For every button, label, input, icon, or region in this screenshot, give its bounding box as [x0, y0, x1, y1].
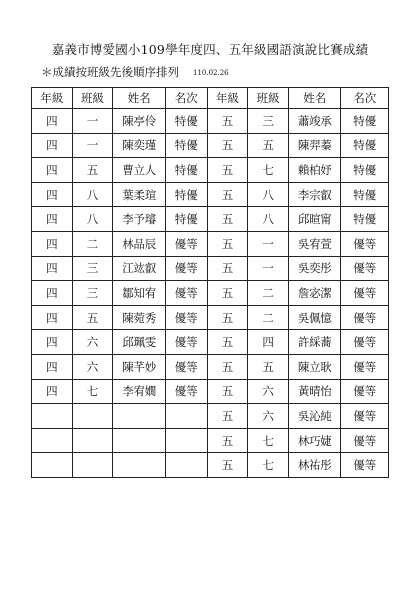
column-header-grade: 年級 — [32, 88, 73, 109]
cell-name: 邱珮雯 — [113, 330, 165, 355]
column-header-rank: 名次 — [341, 88, 389, 109]
cell-rank: 優等 — [165, 281, 207, 306]
cell-grade: 五 — [207, 231, 248, 256]
cell-class: 五 — [72, 305, 113, 330]
cell-class: 三 — [72, 256, 113, 281]
cell-name: 許綵蕎 — [288, 330, 340, 355]
cell-rank: 優等 — [341, 428, 389, 453]
column-header-name: 姓名 — [113, 88, 165, 109]
sort-note — [41, 64, 229, 80]
table-row — [32, 354, 389, 379]
cell-grade — [32, 404, 73, 429]
cell-name — [113, 453, 165, 478]
cell-grade: 五 — [207, 133, 248, 158]
table-row — [32, 330, 389, 355]
cell-grade: 四 — [32, 330, 73, 355]
column-header-grade: 年級 — [207, 88, 248, 109]
cell-class: 七 — [72, 379, 113, 404]
cell-rank: 特優 — [165, 158, 207, 183]
table-row — [32, 379, 389, 404]
cell-grade: 四 — [32, 305, 73, 330]
cell-name: 林巧婕 — [288, 428, 340, 453]
cell-rank: 優等 — [341, 256, 389, 281]
cell-grade: 四 — [32, 231, 73, 256]
cell-class: 八 — [248, 207, 289, 232]
cell-name: 邱暄甯 — [288, 207, 340, 232]
cell-grade: 五 — [207, 379, 248, 404]
cell-rank: 優等 — [165, 231, 207, 256]
cell-name: 林品辰 — [113, 231, 165, 256]
cell-rank: 特優 — [165, 133, 207, 158]
cell-rank: 特優 — [165, 207, 207, 232]
cell-name: 李宗叡 — [288, 182, 340, 207]
table-row — [32, 182, 389, 207]
cell-name: 吳佩憶 — [288, 305, 340, 330]
cell-name — [113, 404, 165, 429]
cell-rank: 特優 — [341, 133, 389, 158]
cell-rank — [165, 453, 207, 478]
cell-name: 蕭竣承 — [288, 109, 340, 134]
cell-name: 陳亭伶 — [113, 109, 165, 134]
cell-name: 曹立人 — [113, 158, 165, 183]
cell-name: 李予璿 — [113, 207, 165, 232]
cell-rank: 特優 — [341, 109, 389, 134]
cell-grade: 四 — [32, 379, 73, 404]
cell-class: 五 — [72, 158, 113, 183]
cell-class — [72, 453, 113, 478]
cell-class: 八 — [72, 207, 113, 232]
cell-grade: 四 — [32, 182, 73, 207]
cell-name: 陳羿蓁 — [288, 133, 340, 158]
column-header-class: 班級 — [72, 88, 113, 109]
cell-grade: 五 — [207, 428, 248, 453]
cell-rank: 優等 — [341, 330, 389, 355]
cell-name: 林祐彤 — [288, 453, 340, 478]
header-row — [32, 88, 389, 109]
cell-class: 七 — [248, 428, 289, 453]
cell-rank: 優等 — [341, 379, 389, 404]
cell-grade: 五 — [207, 281, 248, 306]
cell-class: 四 — [248, 330, 289, 355]
cell-rank: 優等 — [341, 231, 389, 256]
cell-class: 一 — [72, 109, 113, 134]
cell-name: 詹宓潔 — [288, 281, 340, 306]
cell-class: 二 — [248, 305, 289, 330]
cell-rank — [165, 404, 207, 429]
cell-grade — [32, 428, 73, 453]
cell-class: 七 — [248, 453, 289, 478]
cell-grade: 五 — [207, 330, 248, 355]
cell-rank: 優等 — [165, 379, 207, 404]
cell-name: 黃晴怡 — [288, 379, 340, 404]
table-row — [32, 158, 389, 183]
table-row — [32, 453, 389, 478]
cell-grade: 五 — [207, 453, 248, 478]
cell-name: 吳宥萱 — [288, 231, 340, 256]
table-row — [32, 404, 389, 429]
cell-name: 吳奕彤 — [288, 256, 340, 281]
cell-rank: 優等 — [165, 330, 207, 355]
cell-rank: 特優 — [341, 207, 389, 232]
cell-class — [72, 428, 113, 453]
cell-class: 二 — [72, 231, 113, 256]
table-row — [32, 305, 389, 330]
cell-grade: 四 — [32, 109, 73, 134]
cell-class — [72, 404, 113, 429]
cell-grade — [32, 453, 73, 478]
table-row — [32, 256, 389, 281]
table-row — [32, 207, 389, 232]
cell-grade: 五 — [207, 354, 248, 379]
cell-class: 三 — [248, 109, 289, 134]
cell-class: 六 — [248, 404, 289, 429]
cell-name: 陳立耿 — [288, 354, 340, 379]
cell-rank — [165, 428, 207, 453]
cell-grade: 四 — [32, 256, 73, 281]
cell-class: 二 — [248, 281, 289, 306]
cell-name: 陳菀秀 — [113, 305, 165, 330]
cell-name: 賴柏妤 — [288, 158, 340, 183]
cell-rank: 優等 — [165, 354, 207, 379]
cell-rank: 優等 — [341, 354, 389, 379]
cell-name: 李宥嫺 — [113, 379, 165, 404]
cell-rank: 優等 — [341, 305, 389, 330]
cell-grade: 五 — [207, 158, 248, 183]
cell-rank: 優等 — [341, 404, 389, 429]
cell-class: 五 — [248, 354, 289, 379]
cell-class: 三 — [72, 281, 113, 306]
cell-class: 六 — [72, 354, 113, 379]
cell-rank: 優等 — [165, 256, 207, 281]
cell-rank: 特優 — [165, 109, 207, 134]
cell-class: 五 — [248, 133, 289, 158]
column-header-class: 班級 — [248, 88, 289, 109]
cell-class: 八 — [72, 182, 113, 207]
cell-rank: 優等 — [165, 305, 207, 330]
cell-grade: 四 — [32, 354, 73, 379]
cell-class: 一 — [248, 231, 289, 256]
cell-grade: 四 — [32, 281, 73, 306]
cell-grade: 四 — [32, 133, 73, 158]
cell-grade: 五 — [207, 404, 248, 429]
cell-grade: 五 — [207, 305, 248, 330]
cell-rank: 特優 — [165, 182, 207, 207]
cell-class: 六 — [248, 379, 289, 404]
cell-class: 六 — [72, 330, 113, 355]
cell-name: 葉柔瑄 — [113, 182, 165, 207]
cell-rank: 優等 — [341, 281, 389, 306]
table-row — [32, 133, 389, 158]
cell-rank: 特優 — [341, 158, 389, 183]
results-table — [31, 87, 389, 478]
cell-grade: 五 — [207, 207, 248, 232]
cell-name: 陳奕瑾 — [113, 133, 165, 158]
cell-class: 七 — [248, 158, 289, 183]
page-title: 嘉義市博愛國小109學年度四、五年級國語演說比賽成績 — [51, 42, 369, 57]
cell-grade: 五 — [207, 256, 248, 281]
table-row — [32, 231, 389, 256]
table-row — [32, 281, 389, 306]
sort-note-text: ＊成績按班級先後順序排列 — [41, 65, 179, 79]
cell-grade: 五 — [207, 109, 248, 134]
cell-name — [113, 428, 165, 453]
cell-rank: 優等 — [341, 453, 389, 478]
cell-class: 一 — [72, 133, 113, 158]
cell-grade: 四 — [32, 207, 73, 232]
table-body — [32, 109, 389, 478]
table-row — [32, 109, 389, 134]
cell-rank: 特優 — [341, 182, 389, 207]
cell-class: 八 — [248, 182, 289, 207]
cell-name: 江竑叡 — [113, 256, 165, 281]
column-header-name: 姓名 — [288, 88, 340, 109]
cell-name: 吳沁純 — [288, 404, 340, 429]
cell-name: 鄒知宥 — [113, 281, 165, 306]
cell-grade: 四 — [32, 158, 73, 183]
date-label: 110.02.26 — [193, 69, 229, 77]
cell-name: 陳芊妙 — [113, 354, 165, 379]
table-row — [32, 428, 389, 453]
cell-class: 一 — [248, 256, 289, 281]
column-header-rank: 名次 — [165, 88, 207, 109]
cell-grade: 五 — [207, 182, 248, 207]
